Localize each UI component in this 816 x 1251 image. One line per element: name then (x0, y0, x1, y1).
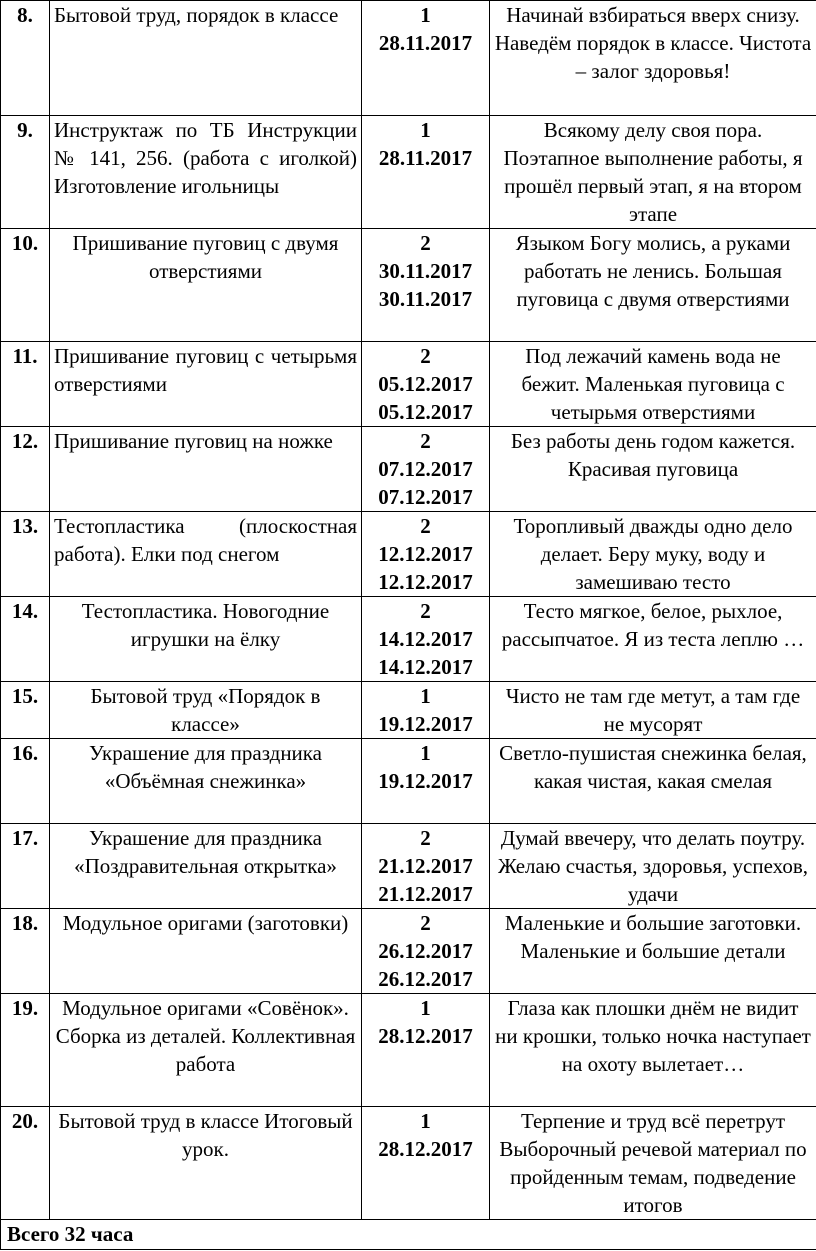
lesson-hours: 2 (420, 514, 431, 538)
lesson-hours-dates (362, 739, 490, 824)
lesson-number: 13. (1, 512, 50, 597)
lesson-number: 12. (1, 427, 50, 512)
lesson-hours-dates (362, 994, 490, 1107)
table-row (1, 824, 816, 909)
lesson-topic: Украшение для праздника «Объёмная снежинка» (50, 739, 362, 824)
table-row (1, 116, 816, 229)
total-row (1, 1220, 816, 1250)
lesson-date: 07.12.2017 (378, 457, 473, 481)
table-row (1, 682, 816, 739)
table-row (1, 512, 816, 597)
lesson-date: 30.11.2017 (378, 287, 473, 311)
lesson-topic: Тестопластика. Новогодние игрушки на ёлку (50, 597, 362, 682)
lesson-number: 20. (1, 1107, 50, 1220)
lesson-date: 26.12.2017 (378, 939, 473, 963)
speech-material: Торопливый дважды одно дело делает. Беру муку, воду и замешиваю тесто (490, 512, 816, 597)
lesson-hours-dates (362, 342, 490, 427)
lesson-number: 17. (1, 824, 50, 909)
lesson-hours: 1 (420, 741, 431, 765)
lesson-topic: Пришивание пуговиц с четырьмя отверстиями (50, 342, 362, 427)
table-row (1, 342, 816, 427)
lesson-topic: Пришивание пуговиц на ножке (50, 427, 362, 512)
lesson-number: 15. (1, 682, 50, 739)
lesson-date: 30.11.2017 (378, 259, 473, 283)
lesson-hours: 1 (420, 1109, 431, 1133)
speech-material: Без работы день годом кажется. Красивая пуговица (490, 427, 816, 512)
lesson-date: 19.12.2017 (378, 712, 473, 736)
table-row (1, 1, 816, 116)
lesson-date: 12.12.2017 (378, 570, 473, 594)
lesson-date: 28.12.2017 (378, 1137, 473, 1161)
lesson-hours-dates (362, 682, 490, 739)
speech-material: Думай ввечеру, что делать поутру. Желаю счастья, здоровья, успехов, удачи (490, 824, 816, 909)
lesson-topic: Бытовой труд «Порядок в классе» (50, 682, 362, 739)
lesson-hours: 1 (420, 684, 431, 708)
lesson-number: 10. (1, 229, 50, 342)
lesson-topic: Пришивание пуговиц с двумя отверстиями (50, 229, 362, 342)
lesson-hours-dates (362, 116, 490, 229)
lesson-topic: Инструктаж по ТБ Инструкции № 141, 256. (работа с иголкой) Изготовление игольницы (50, 116, 362, 229)
lesson-topic: Модульное оригами (заготовки) (50, 909, 362, 994)
table-row (1, 229, 816, 342)
speech-material: Глаза как плошки днём не видит ни крошки, только ночка наступает на охоту вылетает… (490, 994, 816, 1107)
lesson-number: 9. (1, 116, 50, 229)
lesson-plan-body (1, 1, 816, 1250)
lesson-hours: 2 (420, 911, 431, 935)
lesson-number: 8. (1, 1, 50, 116)
table-row (1, 427, 816, 512)
speech-material: Тесто мягкое, белое, рыхлое, рассыпчатое. Я из теста леплю … (490, 597, 816, 682)
lesson-hours-dates (362, 909, 490, 994)
speech-material: Языком Богу молись, а руками работать не ленись. Большая пуговица с двумя отверстиями (490, 229, 816, 342)
lesson-topic: Модульное оригами «Совёнок». Сборка из деталей. Коллективная работа (50, 994, 362, 1107)
lesson-hours: 2 (420, 231, 431, 255)
speech-material: Чисто не там где метут, а там где не мусорят (490, 682, 816, 739)
lesson-topic: Тестопластика (плоскостная работа). Елки под снегом (50, 512, 362, 597)
lesson-hours: 2 (420, 599, 431, 623)
lesson-topic: Украшение для праздника «Поздравительная открытка» (50, 824, 362, 909)
lesson-hours-dates (362, 824, 490, 909)
lesson-hours-dates (362, 427, 490, 512)
lesson-date: 28.12.2017 (378, 1024, 473, 1048)
lesson-date: 05.12.2017 (378, 400, 473, 424)
lesson-hours-dates (362, 597, 490, 682)
lesson-topic: Бытовой труд, порядок в классе (50, 1, 362, 116)
lesson-number: 14. (1, 597, 50, 682)
lesson-date: 28.11.2017 (378, 31, 473, 55)
table-row (1, 994, 816, 1107)
lesson-hours: 2 (420, 344, 431, 368)
speech-material: Терпение и труд всё перетрут Выборочный речевой материал по пройденным темам, подведение итогов (490, 1107, 816, 1220)
lesson-hours-dates (362, 229, 490, 342)
lesson-number: 18. (1, 909, 50, 994)
lesson-date: 21.12.2017 (378, 854, 473, 878)
table-row (1, 1107, 816, 1220)
speech-material: Светло-пушистая снежинка белая, какая чистая, какая смелая (490, 739, 816, 824)
lesson-number: 11. (1, 342, 50, 427)
lesson-date: 07.12.2017 (378, 485, 473, 509)
speech-material: Всякому делу своя пора. Поэтапное выполнение работы, я прошёл первый этап, я на втором этапе (490, 116, 816, 229)
speech-material: Под лежачий камень вода не бежит. Маленькая пуговица с четырьмя отверстиями (490, 342, 816, 427)
lesson-date: 21.12.2017 (378, 882, 473, 906)
lesson-hours: 2 (420, 826, 431, 850)
lesson-topic: Бытовой труд в классе Итоговый урок. (50, 1107, 362, 1220)
lesson-number: 19. (1, 994, 50, 1107)
lesson-date: 14.12.2017 (378, 655, 473, 679)
lesson-date: 14.12.2017 (378, 627, 473, 651)
lesson-date: 12.12.2017 (378, 542, 473, 566)
lesson-hours-dates (362, 1, 490, 116)
lesson-date: 19.12.2017 (378, 769, 473, 793)
total-hours: Всего 32 часа (1, 1220, 816, 1250)
table-row (1, 909, 816, 994)
lesson-hours-dates (362, 1107, 490, 1220)
lesson-number: 16. (1, 739, 50, 824)
lesson-hours: 1 (420, 118, 431, 142)
lesson-date: 28.11.2017 (378, 146, 473, 170)
speech-material: Начинай взбираться вверх снизу. Наведём порядок в классе. Чистота – залог здоровья! (490, 1, 816, 116)
lesson-hours-dates (362, 512, 490, 597)
lesson-hours: 1 (420, 996, 431, 1020)
lesson-date: 05.12.2017 (378, 372, 473, 396)
speech-material: Маленькие и большие заготовки. Маленькие и большие детали (490, 909, 816, 994)
table-row (1, 597, 816, 682)
lesson-date: 26.12.2017 (378, 967, 473, 991)
table-row (1, 739, 816, 824)
lesson-hours: 1 (420, 3, 431, 27)
lesson-hours: 2 (420, 429, 431, 453)
